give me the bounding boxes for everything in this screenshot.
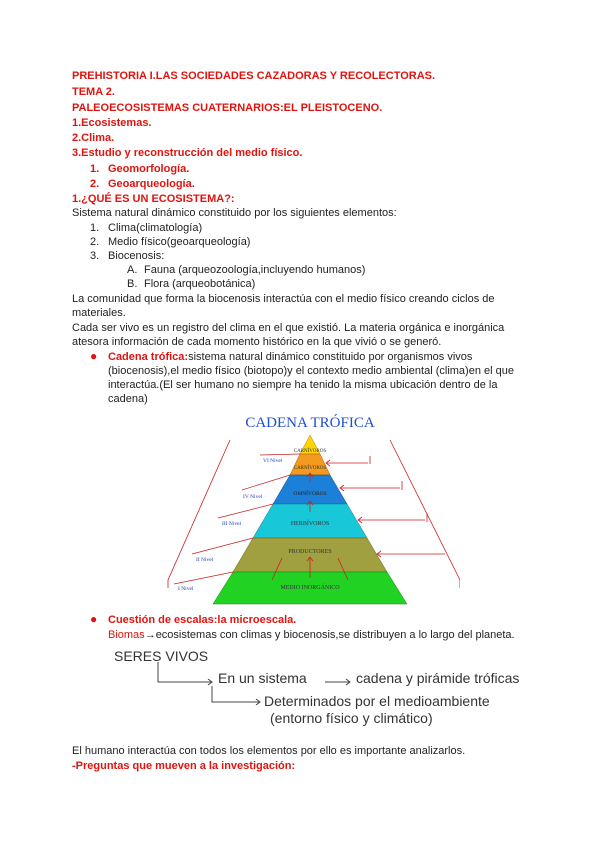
level-1-label: MEDIO INORGÁNICO (280, 585, 340, 591)
bullet-1-line-4: cadena) (108, 393, 148, 405)
list-num-1: 1. (90, 222, 100, 234)
paragraph-2-line-2: atesora información de cada momento histórico en la que vivió o se generó. (72, 336, 442, 348)
sublist-num-b: B. (127, 278, 138, 290)
sublist-num-a: A. (127, 264, 138, 276)
topic-label: TEMA 2. (72, 86, 115, 98)
biomas-text: ecosistemas con climas y biocenosis,se distribuyen a lo largo del planeta. (155, 629, 515, 641)
side-tag-2: II Nivel (196, 557, 214, 563)
schema-root: SERES VIVOS (114, 648, 209, 664)
list-item-2: Medio físico(geoarqueología) (108, 236, 251, 248)
side-tag-3: III Nivel (222, 521, 242, 527)
toc-item-3: 3.Estudio y reconstrucción del medio físico. (72, 147, 303, 159)
list-item-1: Clima(climatología) (108, 222, 203, 234)
sub-toc-item-2: Geoarqueología. (108, 178, 195, 190)
sublist-item-a: Fauna (arqueozoología,incluyendo humanos) (144, 264, 366, 276)
bullet-dot-icon: ● (90, 349, 98, 363)
paragraph-1-line-1: La comunidad que forma la biocenosis interactúa con el medio físico creando ciclos de (72, 293, 495, 305)
biomas-term: Biomas (108, 629, 145, 641)
pyramid-level-5 (290, 454, 330, 475)
questions-heading: -Preguntas que mueven a la investigación: (72, 760, 296, 772)
paragraph-2-line-1: Cada ser vivo es un registro del clima en el que existió. La materia orgánica e inorgánica (72, 322, 505, 334)
schema-branch-2-b: (entorno físico y climático) (270, 710, 433, 726)
schema-branch-1-a: En un sistema (218, 670, 307, 686)
sublist-item-b: Flora (arqueobotánica) (144, 278, 256, 290)
topic-title: PALEOECOSISTEMAS CUATERNARIOS:EL PLEISTOCENO. (72, 102, 383, 114)
biomas-line (108, 628, 515, 643)
figure-title: CADENA TRÓFICA (245, 415, 375, 431)
arrow-right-icon: → (144, 629, 156, 641)
side-tag-6: VI Nivel (263, 458, 283, 464)
sub-toc-num-1: 1. (90, 163, 100, 175)
bullet-dot-icon: ● (90, 612, 98, 626)
list-num-2: 2. (90, 236, 100, 248)
schema-branch-2-a: Determinados por el medioambiente (264, 693, 490, 709)
level-6-label: CARNÍVOROS (293, 449, 327, 454)
side-tag-1: I Nivel (178, 586, 194, 592)
intro-text: Sistema natural dinámico constituido por los siguientes elementos: (72, 207, 397, 219)
side-tag-4: IV Nivel (243, 494, 263, 500)
section-question: 1.¿QUÉ ES UN ECOSISTEMA?: (72, 193, 235, 205)
course-title: PREHISTORIA I.LAS SOCIEDADES CAZADORAS Y RECOLECTORAS. (72, 70, 436, 82)
bullet-1-line-1 (108, 350, 472, 365)
sub-toc-num-2: 2. (90, 178, 100, 190)
bullet-1-text: sistema natural dinámico constituido por organismos vivos (188, 351, 473, 363)
list-item-3: Biocenosis: (108, 250, 165, 262)
level-5-label: CARNÍVOROS (293, 466, 327, 471)
toc-item-2: 2.Clima. (72, 132, 115, 144)
list-num-3: 3. (90, 250, 100, 262)
level-4-label: OMNÍVOROS (293, 491, 327, 497)
level-2-label: PRODUCTORES (288, 549, 332, 555)
paragraph-1-line-2: materiales. (72, 307, 126, 319)
bullet-2-text: Cuestión de escalas:la microescala. (108, 614, 297, 626)
toc-item-1: 1.Ecosistemas. (72, 117, 152, 129)
sub-toc-item-1: Geomorfología. (108, 163, 190, 175)
trophic-pyramid-figure (160, 408, 460, 608)
bullet-1-line-2: (biocenosis),el medio físico (biotopo)y el contexto medio ambiental (clima)en el que (108, 365, 514, 377)
closing-text: El humano interactúa con todos los elementos por ello es importante analizarlos. (72, 745, 466, 757)
bullet-1-line-3: interactúa.(El ser humano no siempre ha tenido la misma ubicación dentro de la (108, 379, 498, 391)
level-3-label: HERBÍVOROS (290, 521, 330, 527)
schema-branch-1-b: cadena y pirámide tróficas (356, 670, 520, 686)
bullet-1-term: Cadena trófica: (108, 351, 189, 363)
